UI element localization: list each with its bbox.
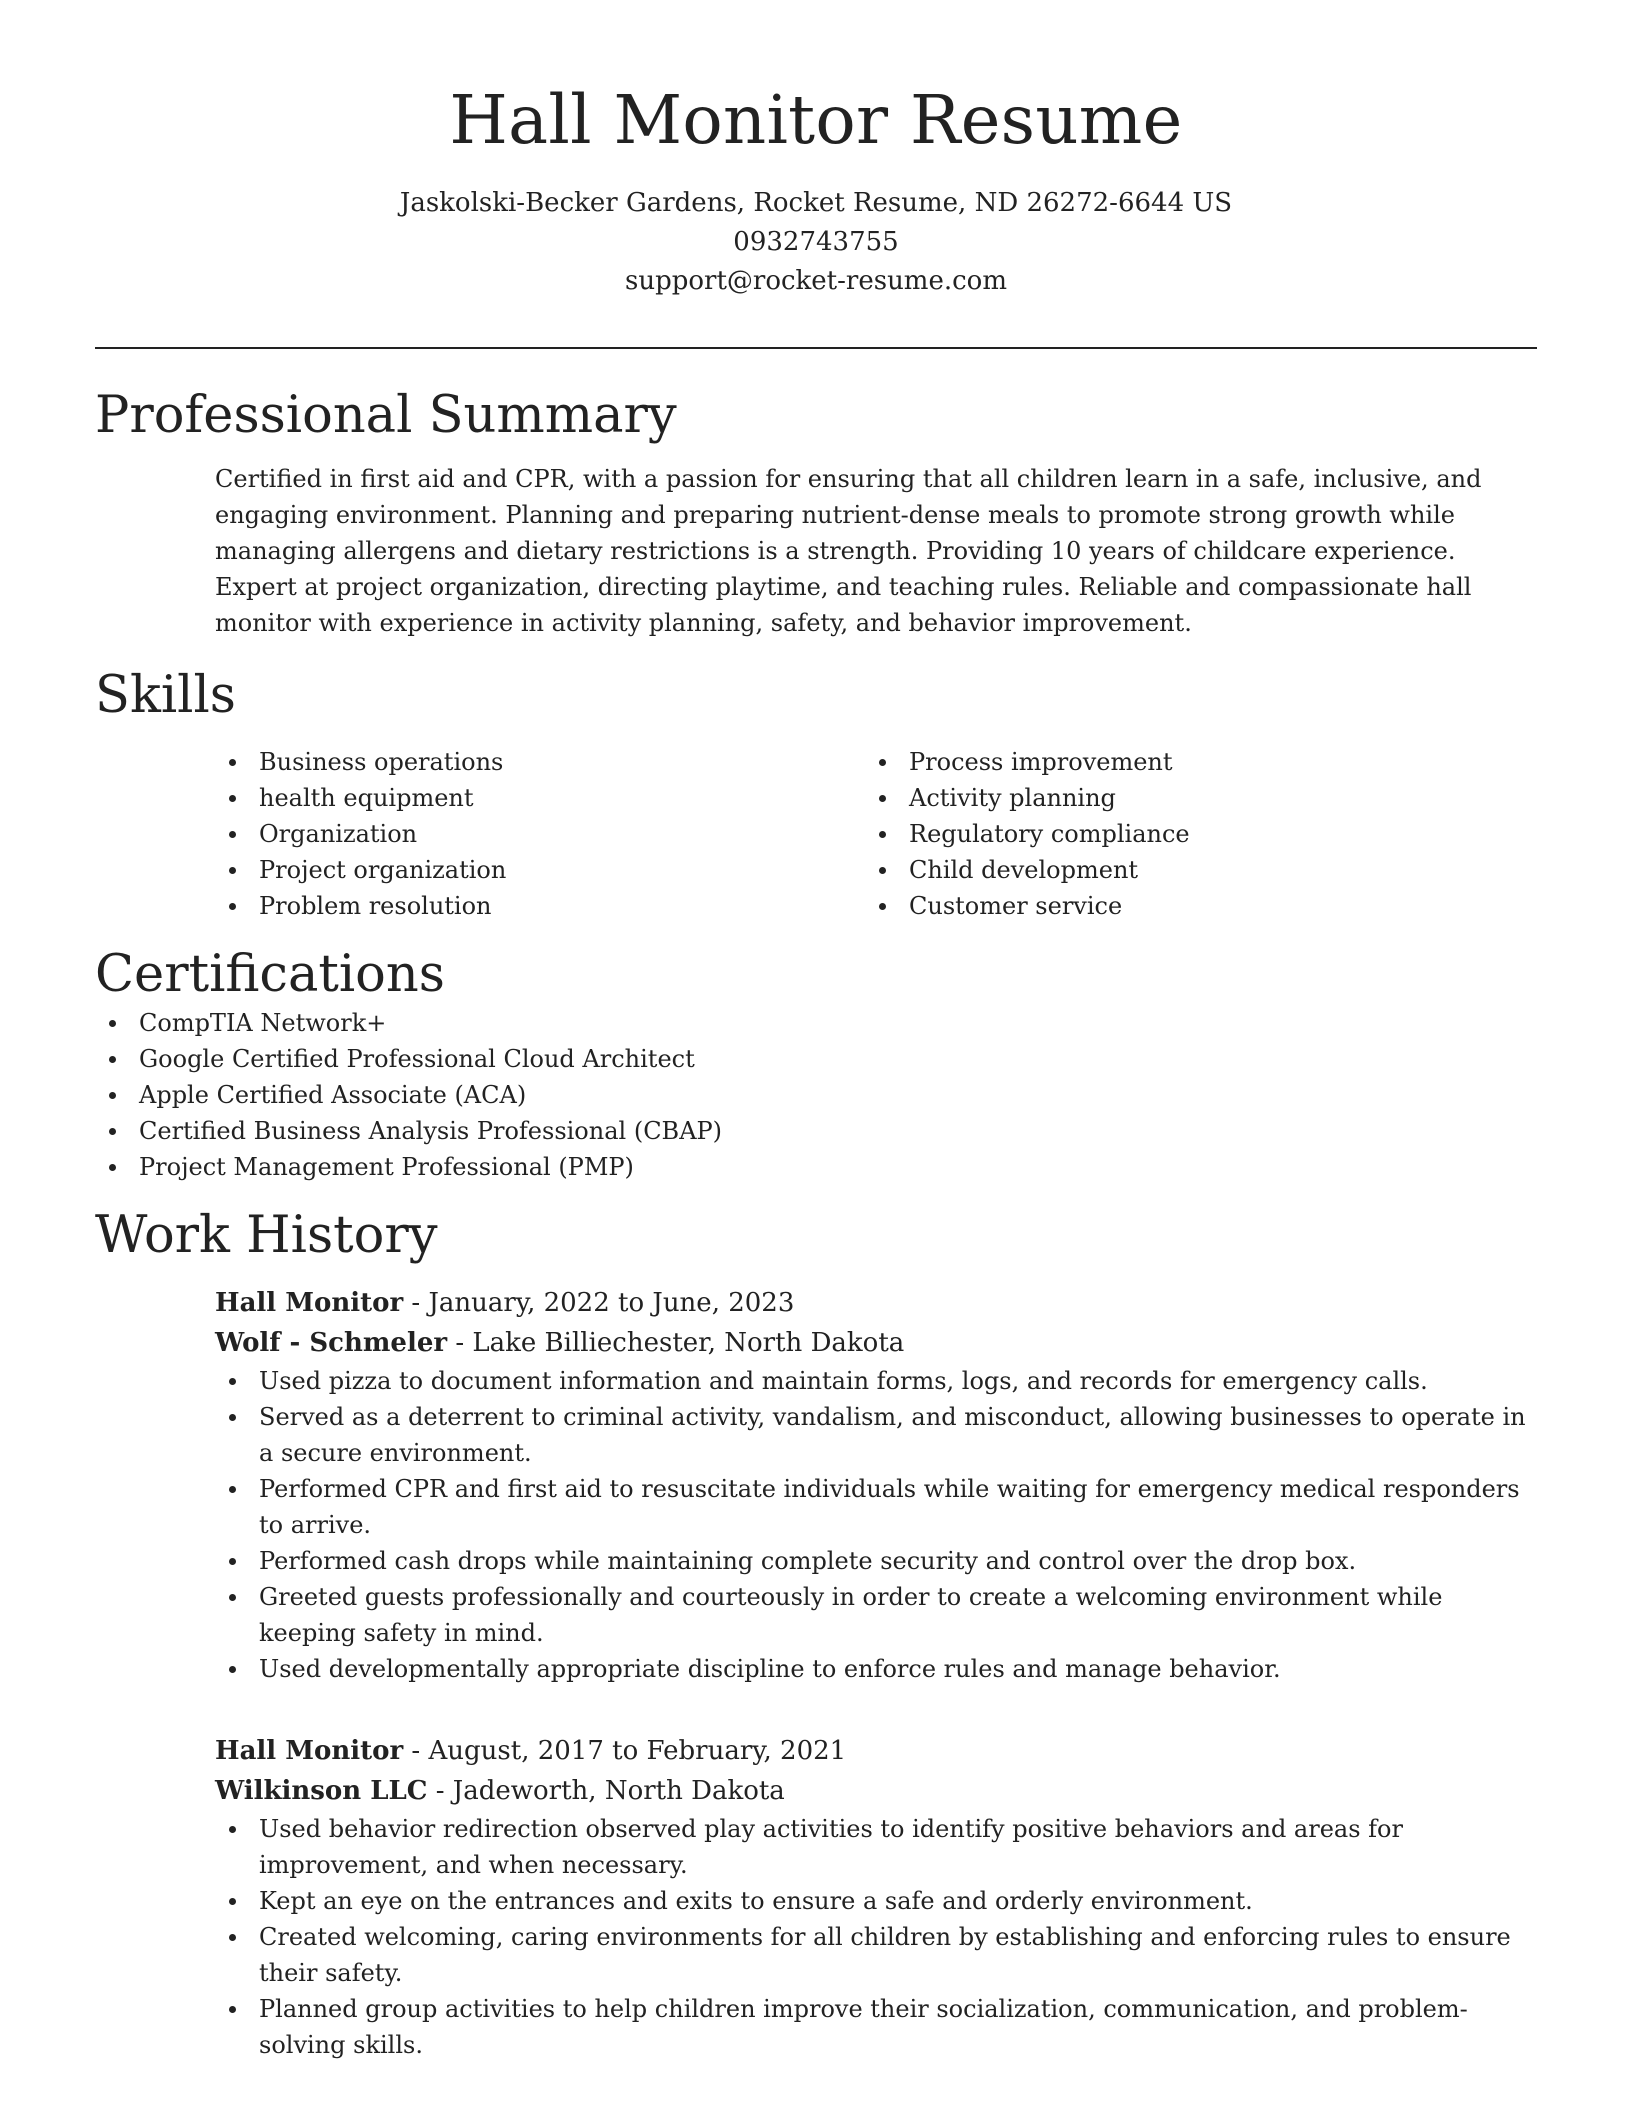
job-entry (215, 1731, 1537, 2063)
job-dates: - August, 2017 to February, 2021 (403, 1736, 847, 1767)
job-bullet: Performed CPR and first aid to resuscitate individuals while waiting for emergency medical responders to arrive. (215, 1471, 1537, 1543)
resume-title: Hall Monitor Resume (449, 81, 1183, 159)
skill-item: Child development (865, 852, 1515, 888)
certifications-heading: Certifications (95, 944, 445, 1004)
job-bullets (215, 1811, 1537, 2063)
skills-column-right (865, 744, 1515, 924)
job-bullet: Greeted guests professionally and courteously in order to create a welcoming environment while keeping safety in mind. (215, 1579, 1537, 1651)
skill-item: Project organization (215, 852, 865, 888)
skill-item: Business operations (215, 744, 865, 780)
job-location: - Jadeworth, North Dakota (427, 1776, 785, 1807)
skills-section (95, 667, 1537, 924)
skill-item: Regulatory compliance (865, 816, 1515, 852)
job-company: Wilkinson LLC (215, 1776, 428, 1807)
job-role: Hall Monitor (215, 1736, 404, 1767)
skill-item: Process improvement (865, 744, 1515, 780)
skills-grid (215, 744, 1537, 924)
certification-item: CompTIA Network+ (95, 1005, 1537, 1041)
job-bullet: Used behavior redirection observed play activities to identify positive behaviors and areas for improvement, and when necessary. (215, 1811, 1537, 1883)
skill-item: Organization (215, 816, 865, 852)
job-bullet: Created welcoming, caring environments for all children by establishing and enforcing rules to ensure their safety. (215, 1919, 1537, 1991)
job-bullet: Planned group activities to help children improve their socialization, communication, and problem-solving skills. (215, 1991, 1537, 2063)
job-bullet: Kept an eye on the entrances and exits to ensure a safe and orderly environment. (215, 1883, 1537, 1919)
skills-list-right (865, 744, 1515, 924)
summary-text: Certified in first aid and CPR, with a passion for ensuring that all children learn in a safe, inclusive, and engaging environment. Planning and preparing nutrient-dense meals to promote strong growth while managing allergens and dietary restrictions is a strength. Providing 10 years of childcare experience. Expert at project organization, directing playtime, and teaching rules. Reliable and compassionate hall monitor with experience in activity planning, safety, and behavior improvement. (215, 465, 1482, 638)
skills-list-left (215, 744, 865, 924)
certification-item: Certified Business Analysis Professional (CBAP) (95, 1113, 1537, 1149)
certifications-list (95, 1005, 1537, 1185)
job-entry (215, 1283, 1537, 1687)
job-company: Wolf - Schmeler (215, 1328, 448, 1359)
job-title-line (215, 1731, 1537, 1771)
contact-address: Jaskolski-Becker Gardens, Rocket Resume, ND 26272-6644 US (399, 187, 1233, 218)
skill-item: health equipment (215, 780, 865, 816)
certification-item: Apple Certified Associate (ACA) (95, 1077, 1537, 1113)
skill-item: Activity planning (865, 780, 1515, 816)
certification-item: Project Management Professional (PMP) (95, 1149, 1537, 1185)
resume-header (95, 81, 1537, 301)
skill-item: Problem resolution (215, 888, 865, 924)
header-divider (95, 347, 1537, 349)
job-title-line (215, 1283, 1537, 1323)
summary-heading: Professional Summary (95, 385, 677, 445)
certification-item: Google Certified Professional Cloud Architect (95, 1041, 1537, 1077)
job-bullet: Performed cash drops while maintaining complete security and control over the drop box. (215, 1543, 1537, 1579)
skills-column-left (215, 744, 865, 924)
job-bullet: Served as a deterrent to criminal activity, vandalism, and misconduct, allowing businesses to operate in a secure environment. (215, 1399, 1537, 1471)
summary-section (95, 387, 1537, 642)
job-location: - Lake Billiechester, North Dakota (447, 1328, 905, 1359)
contact-email: support@rocket-resume.com (624, 265, 1007, 296)
work-history-section (95, 1207, 1537, 2064)
job-bullet: Used developmentally appropriate discipline to enforce rules and manage behavior. (215, 1651, 1537, 1687)
work-history-heading: Work History (95, 1205, 438, 1265)
contact-phone: 0932743755 (733, 226, 899, 257)
skills-heading: Skills (95, 666, 236, 726)
job-role: Hall Monitor (215, 1288, 404, 1319)
certifications-section (95, 946, 1537, 1185)
contact-info (95, 184, 1537, 301)
job-bullets (215, 1363, 1537, 1687)
job-company-line (215, 1323, 1537, 1363)
skill-item: Customer service (865, 888, 1515, 924)
job-bullet: Used pizza to document information and maintain forms, logs, and records for emergency calls. (215, 1363, 1537, 1399)
job-dates: - January, 2022 to June, 2023 (403, 1288, 795, 1319)
job-company-line (215, 1771, 1537, 1811)
